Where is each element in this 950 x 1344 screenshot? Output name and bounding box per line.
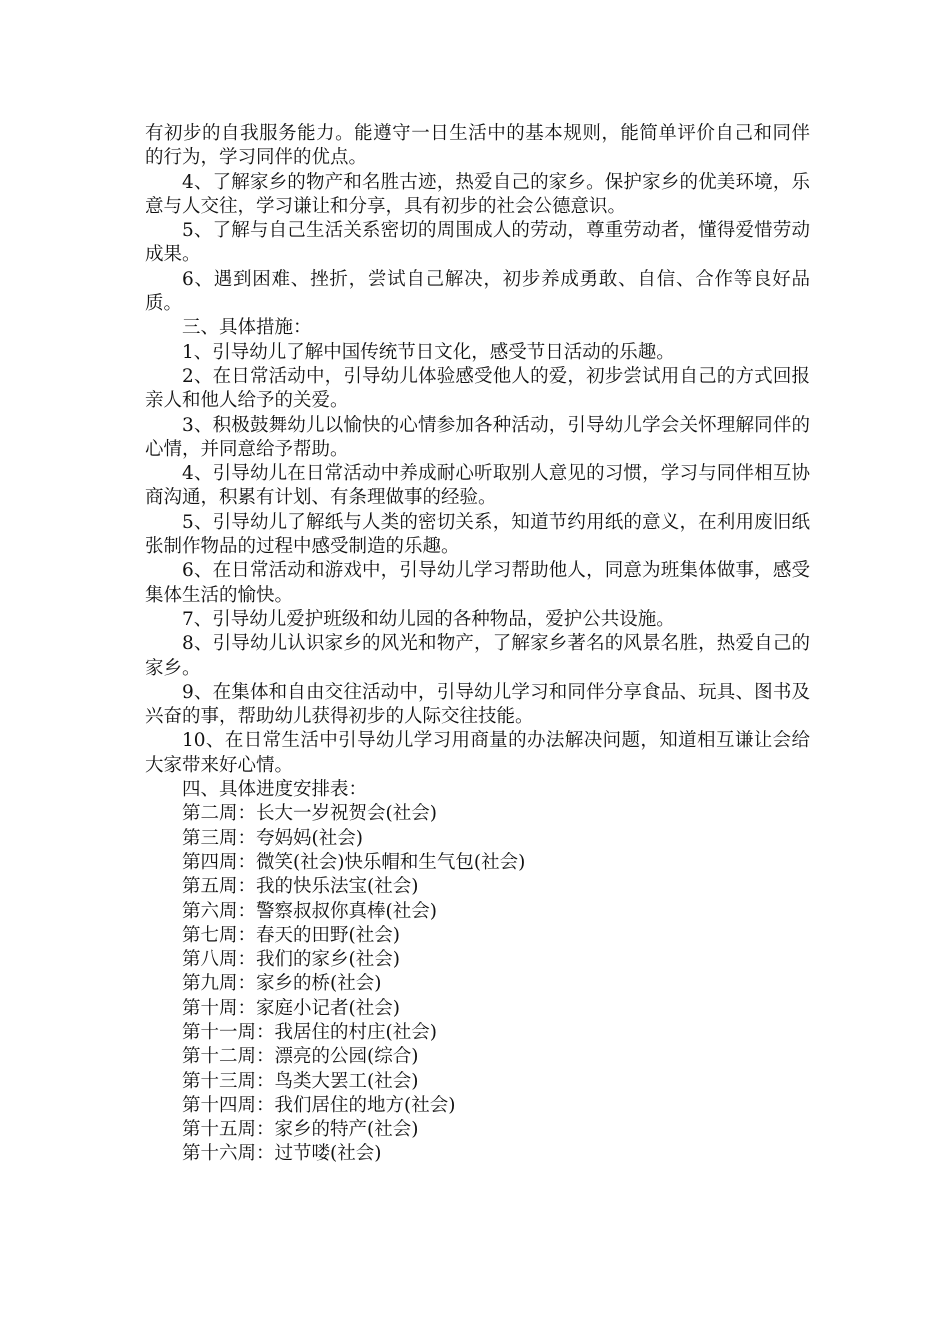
schedule-item: 第四周：微笑(社会)快乐帽和生气包(社会) xyxy=(182,851,526,873)
paragraph: 7、引导幼儿爱护班级和幼儿园的各种物品，爱护公共设施。 xyxy=(182,608,675,630)
paragraph: 6、遇到困难、挫折，尝试自己解决，初步养成勇敢、自信、合作等良好品质。 xyxy=(145,268,810,315)
paragraph-list xyxy=(145,122,810,802)
schedule-item: 第十三周：鸟类大罢工(社会) xyxy=(182,1070,419,1092)
paragraph: 有初步的自我服务能力。能遵守一日生活中的基本规则，能简单评价自己和同伴的行为，学习同伴的优点。 xyxy=(145,123,810,169)
schedule-item: 第三周：夸妈妈(社会) xyxy=(182,827,363,849)
paragraph: 4、了解家乡的物产和名胜古迹，热爱自己的家乡。保护家乡的优美环境，乐意与人交往，学习谦让和分享，具有初步的社会公德意识。 xyxy=(145,171,810,217)
schedule-item: 第十周：家庭小记者(社会) xyxy=(182,997,400,1019)
schedule-item: 第十二周：漂亮的公园(综合) xyxy=(182,1046,419,1068)
paragraph: 2、在日常活动中，引导幼儿体验感受他人的爱，初步尝试用自己的方式回报亲人和他人给予的关爱。 xyxy=(145,365,810,412)
schedule-item: 第七周：春天的田野(社会) xyxy=(182,924,400,946)
paragraph: 3、积极鼓舞幼儿以愉快的心情参加各种活动，引导幼儿学会关怀理解同伴的心情，并同意给予帮助。 xyxy=(145,414,810,460)
schedule-item: 第十四周：我们居住的地方(社会) xyxy=(182,1094,456,1116)
schedule-item: 第十一周：我居住的村庄(社会) xyxy=(182,1021,437,1043)
document-body xyxy=(145,122,810,1167)
paragraph: 8、引导幼儿认识家乡的风光和物产，了解家乡著名的风景名胜，热爱自己的家乡。 xyxy=(145,633,810,679)
schedule-item: 第八周：我们的家乡(社会) xyxy=(182,949,400,971)
schedule-item: 第二周：长大一岁祝贺会(社会) xyxy=(182,803,437,825)
paragraph: 6、在日常活动和游戏中，引导幼儿学习帮助他人，同意为班集体做事，感受集体生活的愉快。 xyxy=(145,560,810,606)
paragraph: 9、在集体和自由交往活动中，引导幼儿学习和同伴分享食品、玩具、图书及兴奋的事，帮助幼儿获得初步的人际交往技能。 xyxy=(145,681,810,728)
schedule-item: 第十五周：家乡的特产(社会) xyxy=(182,1119,419,1141)
schedule-list xyxy=(145,802,810,1166)
paragraph: 10、在日常生活中引导幼儿学习用商量的办法解决问题，知道相互谦让会给大家带来好心情。 xyxy=(145,730,810,776)
schedule-item: 第九周：家乡的桥(社会) xyxy=(182,973,382,995)
section-heading: 三、具体措施： xyxy=(182,317,312,339)
paragraph: 5、了解与自己生活关系密切的周围成人的劳动，尊重劳动者，懂得爱惜劳动成果。 xyxy=(145,220,810,266)
schedule-item: 第五周：我的快乐法宝(社会) xyxy=(182,876,419,898)
paragraph: 4、引导幼儿在日常活动中养成耐心听取别人意见的习惯，学习与同伴相互协商沟通，积累有计划、有条理做事的经验。 xyxy=(145,463,810,509)
section-heading: 四、具体进度安排表： xyxy=(182,779,368,801)
paragraph: 5、引导幼儿了解纸与人类的密切关系，知道节约用纸的意义，在利用废旧纸张制作物品的过程中感受制造的乐趣。 xyxy=(145,511,810,558)
schedule-item: 第六周：警察叔叔你真棒(社会) xyxy=(182,900,437,922)
schedule-item: 第十六周：过节喽(社会) xyxy=(182,1143,382,1165)
paragraph: 1、引导幼儿了解中国传统节日文化，感受节日活动的乐趣。 xyxy=(182,341,675,363)
